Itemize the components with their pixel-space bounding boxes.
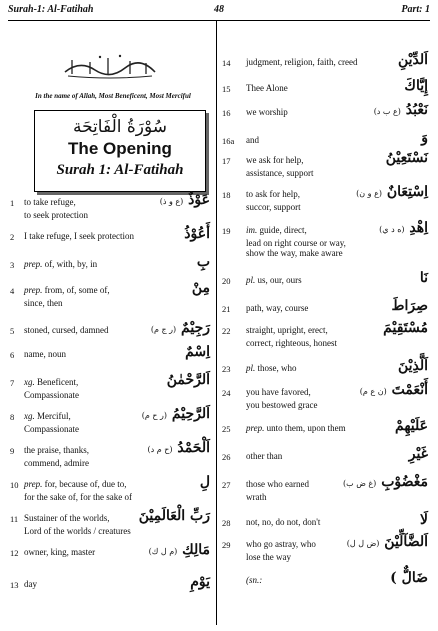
entry-number: 6 — [10, 350, 15, 360]
entry-meaning — [246, 423, 346, 433]
arabic-root: (ح م د) — [147, 445, 173, 454]
entry-meaning — [246, 189, 300, 199]
arabic-word — [398, 358, 428, 374]
entry-number: 16 — [222, 108, 231, 118]
arabic-term: مِنْ — [191, 280, 210, 296]
arabic-term: مَالِكِ — [182, 542, 210, 558]
entry-number: 20 — [222, 276, 231, 286]
right-vocabulary-column — [222, 52, 432, 626]
entry-meaning — [246, 83, 288, 93]
vocab-entry — [10, 226, 210, 260]
meaning-line-1: and — [246, 135, 259, 145]
arabic-term: ضَالٌّ ) — [390, 570, 428, 586]
entry-number: 21 — [222, 304, 231, 314]
meaning-line-1: day — [24, 579, 37, 589]
vocab-entry — [10, 440, 210, 474]
arabic-word — [142, 406, 210, 422]
arabic-term: عَوْذٌ — [188, 192, 210, 208]
entry-number: 4 — [10, 286, 15, 296]
grammar-tag: prep. — [246, 423, 265, 433]
entry-number: 13 — [10, 580, 19, 590]
basmala-caption: In the name of Allah, Most Beneficent, Most Merciful — [35, 92, 191, 100]
arabic-term: أَنْعَمْتَ — [391, 382, 428, 398]
arabic-word — [347, 534, 428, 550]
vocab-entry — [222, 184, 432, 218]
arabic-word — [398, 52, 428, 68]
grammar-tag: pl. — [246, 363, 256, 373]
grammar-tag: im. — [246, 225, 258, 235]
meaning-line-1: the praise, thanks, — [24, 445, 89, 455]
meaning-line-2: wrath — [246, 492, 267, 502]
entry-number: 19 — [222, 226, 231, 236]
meaning-line-1: to take refuge, — [24, 197, 76, 207]
vocab-entry — [10, 406, 210, 440]
meaning-line-2: Compassionate — [24, 390, 79, 400]
arabic-word — [356, 184, 428, 200]
arabic-term: صِرَاطَ — [391, 298, 428, 314]
meaning-line-2: you bestowed grace — [246, 400, 318, 410]
meaning-line-1: you have favored, — [246, 387, 311, 397]
entry-meaning — [246, 155, 303, 165]
vocab-entry — [10, 192, 210, 226]
arabic-word — [149, 542, 210, 558]
arabic-word — [360, 382, 428, 398]
arabic-word — [409, 446, 428, 462]
vocab-entry — [10, 474, 210, 508]
vocab-entry — [222, 220, 432, 258]
entry-meaning — [246, 517, 320, 527]
left-vocabulary-column — [10, 192, 210, 626]
vocab-entry — [222, 534, 432, 568]
entry-meaning — [24, 259, 97, 269]
arabic-term: يَوْمِ — [190, 574, 210, 590]
meaning-line-1: name, noun — [24, 349, 66, 359]
meaning-line-1: Thee Alone — [246, 83, 288, 93]
arabic-word — [421, 130, 428, 146]
arabic-word — [420, 512, 428, 528]
entry-meaning — [24, 411, 71, 421]
vocab-entry — [222, 382, 432, 416]
grammar-tag: prep. — [24, 259, 43, 269]
arabic-word — [197, 254, 210, 270]
arabic-term: اِهْدِ — [409, 220, 428, 236]
meaning-line-1: path, way, course — [246, 303, 309, 313]
surah-title-box — [34, 110, 206, 192]
meaning-line-2: assistance, support — [246, 168, 314, 178]
meaning-line-2: Compassionate — [24, 424, 79, 434]
vocab-entry — [10, 508, 210, 542]
arabic-term: عَلَيْهِمْ — [395, 418, 428, 434]
arabic-term: لِ — [199, 474, 210, 490]
meaning-line-2: lose the way — [246, 552, 291, 562]
entry-meaning — [246, 57, 357, 67]
entry-meaning — [246, 107, 288, 117]
entry-number: 11 — [10, 514, 19, 524]
arabic-term: اَلرَّحِيْمُ — [171, 406, 210, 422]
arabic-term: اَلرَّحْمٰنُ — [166, 372, 210, 388]
arabic-term: بِ — [196, 254, 210, 270]
meaning-line-1: Beneficent, — [34, 377, 79, 387]
arabic-term: مَغْضُوْبِ — [381, 474, 428, 490]
basmala-calligraphy-icon — [60, 52, 160, 80]
arabic-root: (ر ح م) — [141, 411, 168, 420]
entry-number: 23 — [222, 364, 231, 374]
meaning-line-1: from, of, some of, — [42, 285, 110, 295]
meaning-line-1: those, who — [255, 363, 297, 373]
grammar-tag: prep. — [24, 479, 43, 489]
arabic-term: وَ — [421, 130, 428, 146]
arabic-term: نَعْبُدُ — [405, 102, 428, 118]
arabic-word — [184, 226, 210, 242]
meaning-line-1: we worship — [246, 107, 288, 117]
vocab-entry — [222, 102, 432, 136]
title-english: The Opening — [68, 139, 172, 158]
entry-meaning — [24, 377, 78, 387]
entry-number: 1 — [10, 198, 15, 208]
arabic-term: اَلضَّآلِّيْنَ — [384, 534, 428, 550]
entry-number: 9 — [10, 446, 15, 456]
entry-number: 18 — [222, 190, 231, 200]
meaning-line-2: commend, admire — [24, 458, 89, 468]
vocab-entry — [10, 574, 210, 608]
meaning-line-1: guide, direct, — [257, 225, 307, 235]
header-part: Part: 1 — [401, 4, 430, 15]
page-header — [8, 2, 430, 18]
meaning-line-1: owner, king, master — [24, 547, 96, 557]
meaning-line-1: to ask for help, — [246, 189, 300, 199]
meaning-line-2: lead on right course or way, — [246, 238, 346, 248]
arabic-term: نَا — [419, 270, 428, 286]
arabic-term: رَبِّ الْعَالَمِيْنَ — [138, 508, 210, 524]
entry-number: 15 — [222, 84, 231, 94]
arabic-term: إِيَّاكَ — [404, 78, 428, 94]
header-page-number: 48 — [214, 4, 224, 15]
arabic-word — [404, 78, 428, 94]
arabic-word — [374, 102, 428, 118]
meaning-line-1: unto them, upon them — [264, 423, 346, 433]
meaning-line-1: of, with, by, in — [42, 259, 98, 269]
entry-meaning — [24, 325, 108, 335]
entry-meaning — [24, 285, 110, 295]
arabic-word — [151, 320, 210, 336]
arabic-term: اِسْتِعَانٌ — [386, 184, 428, 200]
arabic-word — [160, 192, 210, 208]
arabic-word — [383, 320, 428, 336]
arabic-word — [386, 150, 428, 166]
title-arabic: سُوْرَةُ الْفَاتِحَة — [72, 117, 168, 137]
entry-meaning — [24, 579, 37, 589]
entry-number: 22 — [222, 326, 231, 336]
meaning-line-2: correct, righteous, honest — [246, 338, 337, 348]
arabic-term: مُسْتَقِيْمَ — [383, 320, 428, 336]
meaning-line-2: for the sake of, for the sake of — [24, 492, 132, 502]
arabic-word — [395, 418, 428, 434]
entry-number: 2 — [10, 232, 15, 242]
column-divider — [216, 20, 217, 625]
meaning-line-2: succor, support — [246, 202, 301, 212]
meaning-line-1: Sustainer of the worlds, — [24, 513, 110, 523]
entry-number: 5 — [10, 326, 15, 336]
entry-meaning — [246, 451, 282, 461]
entry-meaning — [24, 445, 89, 455]
entry-meaning — [24, 513, 110, 523]
arabic-word — [147, 440, 210, 456]
meaning-line-1: other than — [246, 451, 283, 461]
arabic-word — [420, 270, 428, 286]
grammar-tag: prep. — [24, 285, 43, 295]
entry-meaning — [246, 135, 259, 145]
entry-number: 25 — [222, 424, 231, 434]
vocab-entry — [222, 320, 432, 354]
grammar-tag: (sn.: — [246, 575, 263, 585]
arabic-word — [139, 508, 210, 524]
header-surah: Surah-1: Al-Fatihah — [8, 4, 94, 15]
entry-meaning — [246, 363, 297, 373]
vocab-entry — [10, 372, 210, 406]
arabic-word — [190, 574, 210, 590]
arabic-word — [379, 220, 428, 236]
meaning-line-1: straight, upright, erect, — [246, 325, 328, 335]
arabic-term: لَا — [420, 512, 428, 528]
title-surah: Surah 1: Al-Fatihah — [56, 162, 184, 178]
entry-number: 17 — [222, 156, 231, 166]
header-rule — [8, 20, 430, 21]
meaning-line-1: we ask for help, — [246, 155, 304, 165]
meaning-line-1: for, because of, due to, — [42, 479, 127, 489]
arabic-root: (ر ج م) — [150, 325, 177, 334]
entry-number: 24 — [222, 388, 231, 398]
entry-number: 27 — [222, 480, 231, 490]
meaning-line-1: Merciful, — [34, 411, 71, 421]
entry-meaning — [246, 303, 308, 313]
arabic-word — [167, 372, 210, 388]
entry-meaning — [24, 479, 127, 489]
entry-number: 10 — [10, 480, 19, 490]
entry-meaning — [24, 349, 66, 359]
arabic-term: غَيْرِ — [408, 446, 428, 462]
meaning-line-2: since, then — [24, 298, 63, 308]
entry-meaning — [246, 539, 316, 549]
arabic-root: (م ل ك) — [148, 547, 178, 556]
arabic-word — [185, 344, 210, 360]
grammar-tag: xg. — [24, 411, 35, 421]
meaning-line-1: I take refuge, I seek protection — [24, 231, 134, 241]
entry-number: 29 — [222, 540, 231, 550]
meaning-line-1: us, our, ours — [255, 275, 302, 285]
vocab-entry — [10, 280, 210, 314]
meaning-line-1: judgment, religion, faith, creed — [246, 57, 358, 67]
vocab-entry — [222, 474, 432, 508]
arabic-word — [200, 474, 210, 490]
entry-meaning — [24, 547, 95, 557]
entry-number: 12 — [10, 548, 19, 558]
arabic-term: اِسْمٌ — [185, 344, 210, 360]
arabic-term: اَلدِّيْنِ — [397, 52, 428, 68]
arabic-term: أَعُوْذُ — [184, 226, 210, 242]
arabic-word — [343, 474, 428, 490]
entry-meaning — [246, 275, 302, 285]
entry-meaning — [246, 225, 307, 235]
meaning-line-1: stoned, cursed, damned — [24, 325, 109, 335]
entry-meaning — [246, 387, 311, 397]
arabic-root: (ه د ي) — [379, 225, 405, 234]
entry-number: 28 — [222, 518, 231, 528]
meaning-line-2: Lord of the worlds / creatures — [24, 526, 131, 536]
meaning-line-1: those who earned — [246, 479, 309, 489]
entry-number: 7 — [10, 378, 15, 388]
arabic-term: نَسْتَعِيْنُ — [385, 150, 428, 166]
vocab-entry — [222, 150, 432, 184]
vocab-entry — [222, 418, 432, 452]
entry-meaning — [246, 479, 309, 489]
arabic-term: رَجِيْمٌ — [181, 320, 210, 336]
arabic-word — [390, 570, 428, 586]
arabic-word — [392, 298, 428, 314]
arabic-root: (ع و ذ) — [159, 197, 184, 206]
entry-number: 8 — [10, 412, 15, 422]
entry-meaning — [246, 325, 328, 335]
arabic-root: (ض ل ل) — [346, 539, 380, 548]
entry-number: 14 — [222, 58, 231, 68]
arabic-term: اَلْحَمْدُ — [177, 440, 210, 456]
arabic-root: (غ ض ب) — [343, 479, 377, 488]
vocab-entry — [222, 570, 432, 604]
arabic-root: (ع ب د) — [373, 107, 401, 116]
meaning-line-1: who go astray, who — [246, 539, 316, 549]
entry-meaning — [24, 231, 134, 241]
meaning-line-3: show the way, make aware — [246, 248, 343, 258]
meaning-line-1: not, no, do not, don't — [246, 517, 321, 527]
meaning-line-2: to seek protection — [24, 210, 88, 220]
grammar-tag: xg. — [24, 377, 35, 387]
arabic-word — [192, 280, 210, 296]
arabic-term: اَلَّذِيْنَ — [397, 358, 428, 374]
entry-number: 26 — [222, 452, 231, 462]
entry-meaning — [24, 197, 76, 207]
arabic-root: (ن ع م) — [359, 387, 387, 396]
arabic-root: (ع و ن) — [356, 189, 382, 198]
entry-meaning — [246, 575, 262, 585]
entry-number: 3 — [10, 260, 15, 270]
grammar-tag: pl. — [246, 275, 256, 285]
entry-number: 16a — [222, 136, 235, 146]
vocab-entry — [10, 542, 210, 576]
